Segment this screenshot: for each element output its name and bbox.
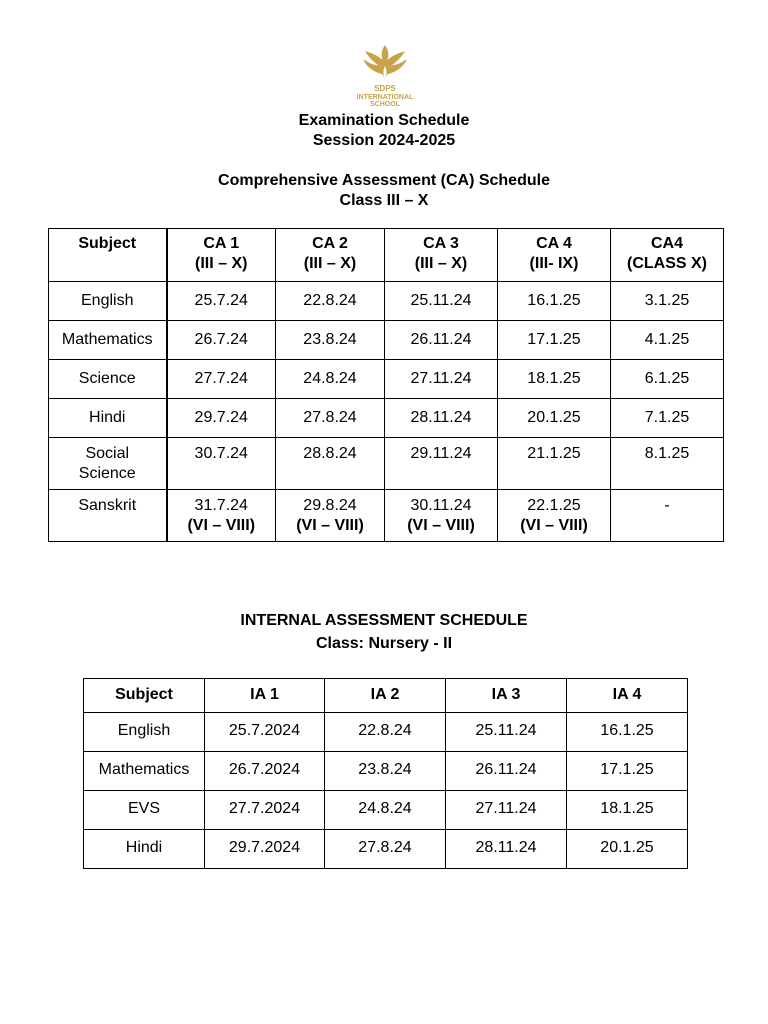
ca-date-cell — [167, 399, 276, 438]
ca-table-row — [49, 282, 724, 321]
ca-date-cell — [498, 282, 611, 321]
ca-date-cell — [385, 490, 498, 542]
ca-header-cell — [276, 229, 385, 282]
logo-line-1: SDPS — [374, 84, 396, 93]
ia-header-cell: IA 3 — [446, 679, 567, 713]
ca-date-text: 28.8.24 — [303, 445, 357, 462]
ca-date-cell — [276, 282, 385, 321]
ia-header-row — [84, 679, 688, 713]
ca-date-text: 18.1.25 — [527, 370, 581, 387]
ca-subject-cell — [49, 282, 167, 321]
ia-header-cell: IA 1 — [205, 679, 325, 713]
ca-table-row — [49, 490, 724, 542]
ca-header-text: (III – X) — [414, 255, 468, 272]
document-title: Examination Schedule — [298, 112, 470, 129]
ca-date-text: 26.11.24 — [410, 331, 472, 348]
ia-date-cell: 25.7.2024 — [205, 713, 325, 752]
ca-date-text: 22.8.24 — [303, 292, 357, 309]
ca-header-cell — [385, 229, 498, 282]
ca-date-text: 29.11.24 — [410, 445, 472, 462]
ca-header-text: CA 2 — [312, 235, 348, 252]
ia-date-cell: 16.1.25 — [567, 713, 688, 752]
ia-schedule-table — [83, 678, 688, 869]
ia-header-cell: IA 2 — [325, 679, 446, 713]
ca-header-cell — [49, 229, 167, 282]
ca-date-text: 24.8.24 — [303, 370, 357, 387]
ca-subject-text: Science — [78, 465, 136, 482]
ca-header-text: Subject — [78, 235, 137, 252]
ca-table-row — [49, 360, 724, 399]
ca-header-text: (III – X) — [303, 255, 357, 272]
school-logo — [344, 40, 426, 108]
ca-subject-text: Mathematics — [61, 331, 153, 348]
ca-date-cell — [498, 321, 611, 360]
ia-subject-cell: Mathematics — [84, 752, 205, 791]
ca-date-text: 22.1.25 — [527, 497, 581, 514]
ca-date-cell — [167, 490, 276, 542]
ca-subject-cell — [49, 360, 167, 399]
ca-date-text: 29.8.24 — [303, 497, 357, 514]
ca-header-text: CA 3 — [423, 235, 459, 252]
ca-header-text: (CLASS X) — [627, 255, 707, 272]
ca-date-text: 23.8.24 — [303, 331, 357, 348]
ca-date-cell — [385, 399, 498, 438]
ca-date-cell — [611, 321, 724, 360]
ca-date-text: 27.7.24 — [194, 370, 248, 387]
ia-date-cell: 29.7.2024 — [205, 830, 325, 869]
ca-table-row — [49, 399, 724, 438]
ca-date-text: 4.1.25 — [644, 331, 690, 348]
ca-date-text: 29.7.24 — [194, 409, 248, 426]
ca-date-cell — [167, 438, 276, 490]
ca-class-note: (VI – VIII) — [187, 517, 256, 534]
ca-section-title: Comprehensive Assessment (CA) Schedule — [218, 172, 550, 189]
ia-header-cell: Subject — [84, 679, 205, 713]
ca-date-cell — [498, 399, 611, 438]
ca-header-text: (III- IX) — [529, 255, 579, 272]
ca-date-cell — [611, 438, 724, 490]
ca-date-cell — [611, 490, 724, 542]
ca-header-text: (III – X) — [195, 255, 248, 272]
ia-header-cell: IA 4 — [567, 679, 688, 713]
ca-header-text: CA 1 — [203, 235, 240, 252]
ia-table-row — [84, 713, 688, 752]
ca-date-cell — [276, 438, 385, 490]
logo-line-3: SCHOOL — [370, 101, 400, 108]
ca-header-cell — [611, 229, 724, 282]
ca-date-text: 30.11.24 — [410, 497, 472, 514]
ca-table-row — [49, 321, 724, 360]
ca-date-text: 30.7.24 — [194, 445, 248, 462]
ca-section-subtitle: Class III – X — [339, 192, 429, 209]
ia-date-cell: 26.11.24 — [446, 752, 567, 791]
ca-header-text: CA4 — [650, 235, 683, 252]
ia-date-cell: 24.8.24 — [325, 791, 446, 830]
ia-date-cell: 27.11.24 — [446, 791, 567, 830]
ca-date-text: 20.1.25 — [527, 409, 581, 426]
ia-table-row — [84, 830, 688, 869]
ca-header-cell — [498, 229, 611, 282]
ia-date-cell: 18.1.25 — [567, 791, 688, 830]
ca-date-text: 17.1.25 — [527, 331, 581, 348]
ca-date-cell — [276, 360, 385, 399]
ca-class-note: (VI – VIII) — [407, 517, 475, 534]
ca-date-cell — [611, 360, 724, 399]
ia-section-title: INTERNAL ASSESSMENT SCHEDULE — [240, 612, 528, 629]
ca-header-cell — [167, 229, 276, 282]
ca-subject-cell — [49, 399, 167, 438]
ca-header-row — [49, 229, 724, 282]
ca-date-cell — [276, 399, 385, 438]
ca-subject-text: Social — [85, 445, 130, 462]
ca-date-cell — [498, 438, 611, 490]
ca-subject-text: Sanskrit — [78, 497, 137, 514]
ia-date-cell: 25.11.24 — [446, 713, 567, 752]
ia-table-row — [84, 791, 688, 830]
ia-table-row — [84, 752, 688, 791]
ia-date-cell: 23.8.24 — [325, 752, 446, 791]
ca-subject-text: English — [81, 292, 134, 309]
ca-date-cell — [498, 360, 611, 399]
ca-schedule-table — [48, 228, 724, 542]
ca-date-cell — [167, 360, 276, 399]
ia-subject-cell: English — [84, 713, 205, 752]
ia-date-cell: 27.7.2024 — [205, 791, 325, 830]
ca-class-note: (VI – VIII) — [520, 517, 588, 534]
ca-date-text: 25.7.24 — [194, 292, 248, 309]
logo-line-2: INTERNATIONAL — [356, 94, 414, 101]
session-label: Session 2024-2025 — [312, 132, 456, 149]
ca-class-note: (VI – VIII) — [296, 517, 364, 534]
ia-date-cell: 28.11.24 — [446, 830, 567, 869]
ca-date-cell — [167, 282, 276, 321]
ca-header-text: CA 4 — [536, 235, 572, 252]
ca-subject-cell — [49, 321, 167, 360]
ca-subject-text: Hindi — [89, 409, 126, 426]
ca-date-cell — [276, 321, 385, 360]
ca-date-text: 21.1.25 — [527, 445, 581, 462]
ca-date-cell — [385, 360, 498, 399]
phoenix-icon — [344, 40, 426, 108]
ia-date-cell: 22.8.24 — [325, 713, 446, 752]
ca-date-text: - — [664, 497, 670, 514]
ca-date-text: 28.11.24 — [410, 409, 472, 426]
ca-date-cell — [276, 490, 385, 542]
ca-table-row — [49, 438, 724, 490]
ca-date-text: 25.11.24 — [410, 292, 472, 309]
ia-subject-cell: Hindi — [84, 830, 205, 869]
ia-date-cell: 26.7.2024 — [205, 752, 325, 791]
ca-date-text: 3.1.25 — [644, 292, 690, 309]
ca-date-text: 6.1.25 — [644, 370, 690, 387]
ca-date-cell — [385, 438, 498, 490]
ca-date-text: 31.7.24 — [194, 497, 248, 514]
ca-date-cell — [498, 490, 611, 542]
ca-date-cell — [167, 321, 276, 360]
ca-date-text: 16.1.25 — [527, 292, 581, 309]
ca-subject-cell — [49, 438, 167, 490]
ca-date-text: 26.7.24 — [194, 331, 248, 348]
ia-date-cell: 17.1.25 — [567, 752, 688, 791]
ca-date-cell — [385, 282, 498, 321]
ca-date-text: 7.1.25 — [644, 409, 690, 426]
ca-date-cell — [611, 399, 724, 438]
ca-date-text: 27.8.24 — [303, 409, 357, 426]
ia-section-subtitle: Class: Nursery - II — [315, 635, 453, 652]
ca-date-cell — [611, 282, 724, 321]
ca-date-cell — [385, 321, 498, 360]
ca-subject-cell — [49, 490, 167, 542]
ia-subject-cell: EVS — [84, 791, 205, 830]
ca-date-text: 8.1.25 — [644, 445, 690, 462]
ia-date-cell: 20.1.25 — [567, 830, 688, 869]
ia-date-cell: 27.8.24 — [325, 830, 446, 869]
ca-date-text: 27.11.24 — [410, 370, 472, 387]
ca-subject-text: Science — [78, 370, 136, 387]
